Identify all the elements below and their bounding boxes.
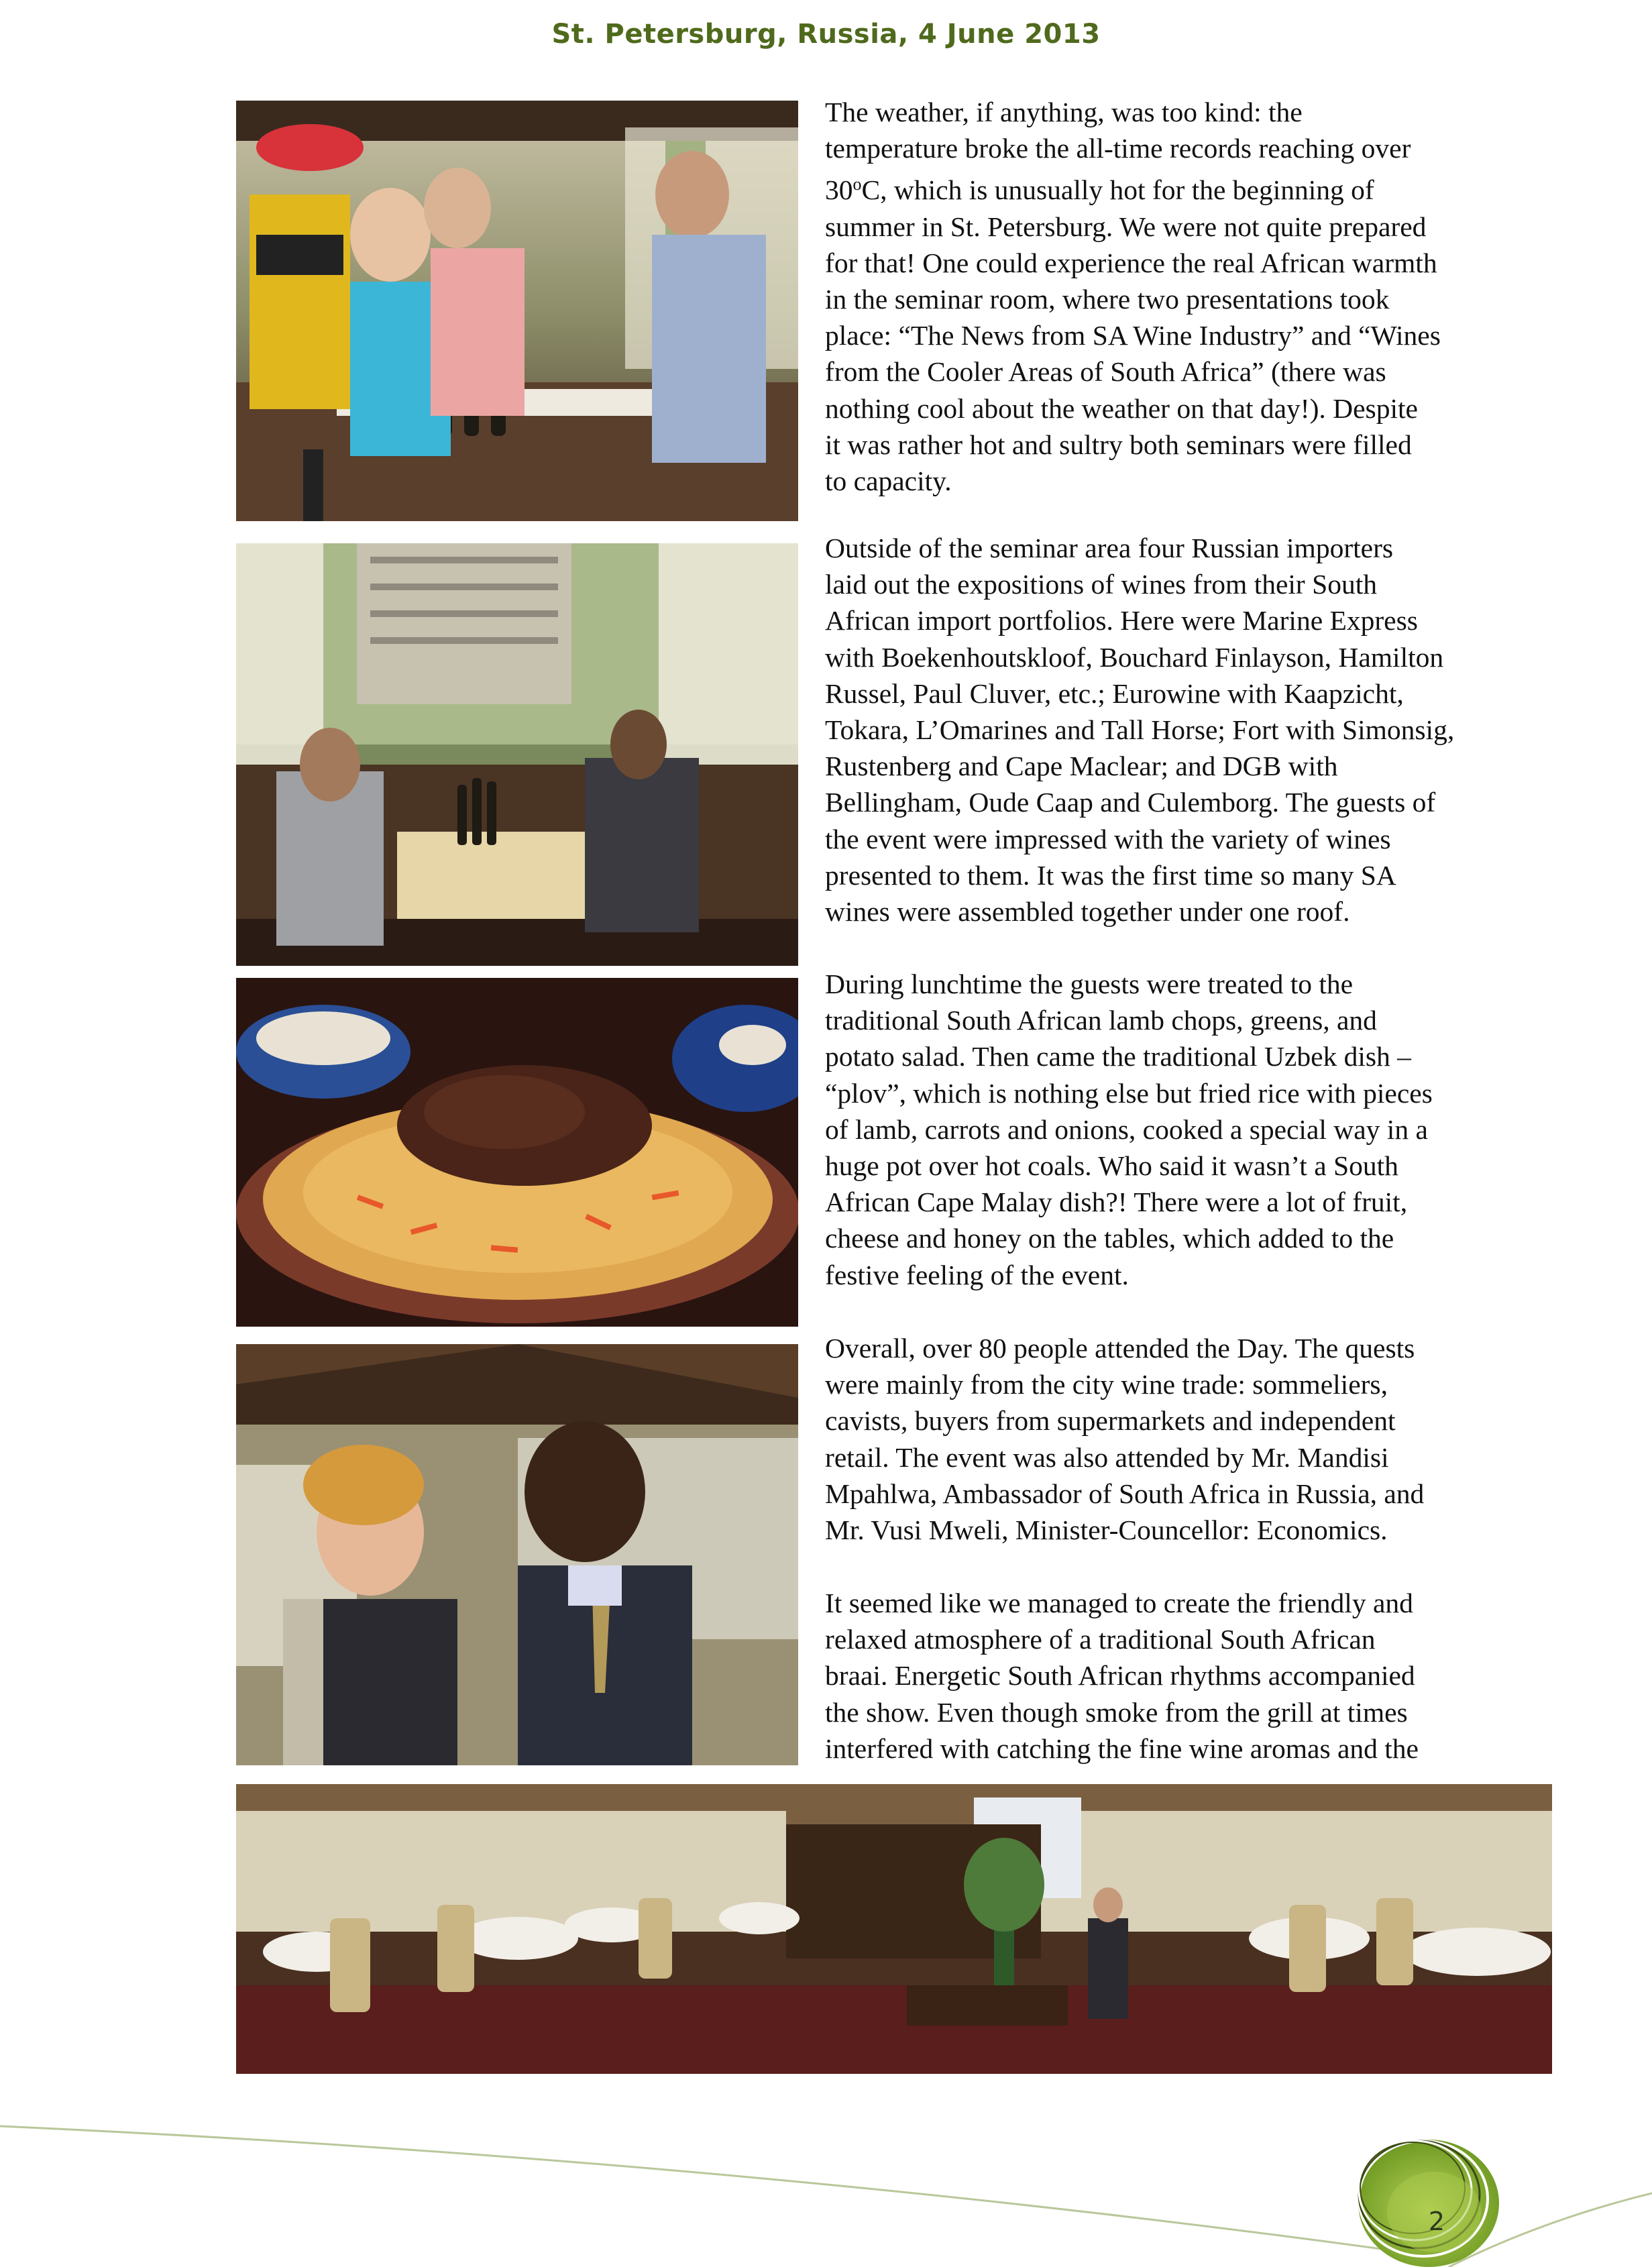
article-paragraph: Overall, over 80 people attended the Day. The quests were mainly from the city wine trade: sommeliers, cavists, buyers from supermarkets and independent retail. The event was also attended by Mr. Mandisi Mpahlwa, Ambassador of South Africa in Russia, and Mr. Vusi Mweli, Minister-Councellor: Economics. xyxy=(825,1333,1425,1546)
article-paragraph: Outside of the seminar area four Russian importers laid out the expositions of wines from their South African import portfolios. Here were Marine Express with Boekenhoutskloof, Bouchard Finlayson, Hamilton Russel, Paul Cluver, etc.; Eurowine with Kaapzicht, Tokara, L’Omarines and Tall Horse; Fort with Simonsig, Rustenberg and Cape Maclear; and DGB with Bellingham, Oude Caap and Culemborg. The guests of the event were impressed with the variety of wines presented to them. It was the first time so many SA wines were assembled together under one roof. xyxy=(825,533,1455,928)
page-number-badge-icon xyxy=(1348,2133,1509,2267)
paragraph-text: C, which is unusually hot for the beginning of summer in St. Petersburg. We were not quite prepared for that! One could experience the real African warmth in the seminar room, where two presentations took place: “The News from SA Wine Industry” and “Wines from the Cooler Areas of South Africa” (there was nothing cool about the weather on that day!). Despite it was rather hot and sultry both seminars were filled to capacity. xyxy=(825,174,1441,497)
wine-exposition-table-photo xyxy=(236,543,798,966)
page-number: 2 xyxy=(1428,2207,1445,2236)
paragraph-text: The weather, if anything, was too kind: the temperature broke the all-time records reaching over 30 xyxy=(825,97,1411,206)
page-header-title: St. Petersburg, Russia, 4 June 2013 xyxy=(551,19,1101,50)
degree-superscript: o xyxy=(852,174,862,195)
guests-laughing-photo xyxy=(236,1344,798,1765)
article-paragraph xyxy=(825,94,1441,499)
article-paragraph: It seemed like we managed to create the friendly and relaxed atmosphere of a traditional South African braai. Energetic South African rhythms accompanied the show. Even though smoke from the grill at times interfered with catching the fine wine aromas and the xyxy=(825,1588,1419,1764)
seminar-hall-panorama-photo xyxy=(236,1784,1552,2074)
article-paragraph: During lunchtime the guests were treated to the traditional South African lamb chops, greens, and potato salad. Then came the traditional Uzbek dish – “plov”, which is nothing else but fried rice with pieces of lamb, carrots and onions, cooked a special way in a huge pot over hot coals. Who said it wasn’t a South African Cape Malay dish?! There were a lot of fruit, cheese and honey on the tables, which added to the festive feeling of the event. xyxy=(825,969,1433,1290)
wine-tasting-photo xyxy=(236,101,798,521)
plov-dish-photo xyxy=(236,978,798,1327)
